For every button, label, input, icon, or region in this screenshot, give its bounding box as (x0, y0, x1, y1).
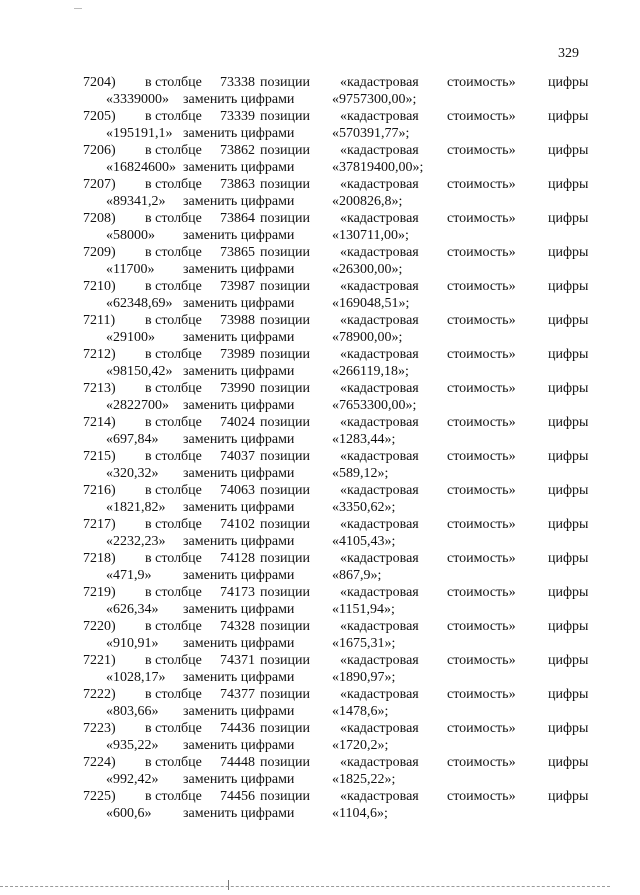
column-phrase: в столбце (145, 109, 202, 124)
entry-number: 7215) (83, 449, 116, 464)
amendment-entry (0, 142, 640, 176)
value-word: стоимость» (447, 653, 516, 668)
value-word: стоимость» (447, 449, 516, 464)
digits-word: цифры (548, 619, 589, 634)
old-value: «3339000» (106, 92, 169, 107)
position-word: позиции (260, 517, 310, 532)
entry-number: 7214) (83, 415, 116, 430)
entry-number: 7222) (83, 687, 116, 702)
cadastral-word: «кадастровая (340, 449, 419, 464)
amendment-entry (0, 312, 640, 346)
old-value: «626,34» (106, 602, 159, 617)
entry-number: 7213) (83, 381, 116, 396)
column-code: 74102 (220, 517, 255, 532)
position-word: позиции (260, 245, 310, 260)
position-word: позиции (260, 75, 310, 90)
digits-word: цифры (548, 653, 589, 668)
replace-phrase: заменить цифрами (183, 160, 295, 175)
value-word: стоимость» (447, 75, 516, 90)
digits-word: цифры (548, 347, 589, 362)
digits-word: цифры (548, 381, 589, 396)
position-word: позиции (260, 347, 310, 362)
cadastral-word: «кадастровая (340, 415, 419, 430)
digits-word: цифры (548, 109, 589, 124)
replace-phrase: заменить цифрами (183, 670, 295, 685)
replace-phrase: заменить цифрами (183, 330, 295, 345)
entry-number: 7216) (83, 483, 116, 498)
value-word: стоимость» (447, 245, 516, 260)
column-code: 74377 (220, 687, 255, 702)
cadastral-word: «кадастровая (340, 585, 419, 600)
cadastral-word: «кадастровая (340, 279, 419, 294)
position-word: позиции (260, 551, 310, 566)
digits-word: цифры (548, 211, 589, 226)
cadastral-word: «кадастровая (340, 211, 419, 226)
cadastral-word: «кадастровая (340, 517, 419, 532)
column-code: 74371 (220, 653, 255, 668)
replace-phrase: заменить цифрами (183, 126, 295, 141)
new-value: «589,12»; (332, 466, 389, 481)
old-value: «195191,1» (106, 126, 173, 141)
amendment-entry (0, 584, 640, 618)
value-word: стоимость» (447, 279, 516, 294)
old-value: «910,91» (106, 636, 159, 651)
amendment-entry (0, 720, 640, 754)
column-phrase: в столбце (145, 415, 202, 430)
value-word: стоимость» (447, 551, 516, 566)
value-word: стоимость» (447, 483, 516, 498)
new-value: «37819400,00»; (332, 160, 424, 175)
new-value: «1825,22»; (332, 772, 396, 787)
digits-word: цифры (548, 551, 589, 566)
new-value: «266119,18»; (332, 364, 409, 379)
old-value: «803,66» (106, 704, 159, 719)
value-word: стоимость» (447, 347, 516, 362)
entry-number: 7219) (83, 585, 116, 600)
amendment-entry (0, 788, 640, 822)
cadastral-word: «кадастровая (340, 619, 419, 634)
column-phrase: в столбце (145, 177, 202, 192)
replace-phrase: заменить цифрами (183, 534, 295, 549)
new-value: «4105,43»; (332, 534, 396, 549)
cadastral-word: «кадастровая (340, 313, 419, 328)
amendment-entry (0, 244, 640, 278)
digits-word: цифры (548, 789, 589, 804)
new-value: «1478,6»; (332, 704, 389, 719)
value-word: стоимость» (447, 721, 516, 736)
position-word: позиции (260, 755, 310, 770)
column-code: 73338 (220, 75, 255, 90)
cadastral-word: «кадастровая (340, 687, 419, 702)
cadastral-word: «кадастровая (340, 177, 419, 192)
position-word: позиции (260, 585, 310, 600)
amendment-entry (0, 380, 640, 414)
position-word: позиции (260, 211, 310, 226)
position-word: позиции (260, 109, 310, 124)
column-code: 73990 (220, 381, 255, 396)
old-value: «935,22» (106, 738, 159, 753)
column-code: 74024 (220, 415, 255, 430)
column-phrase: в столбце (145, 449, 202, 464)
entry-number: 7223) (83, 721, 116, 736)
value-word: стоимость» (447, 755, 516, 770)
column-phrase: в столбце (145, 245, 202, 260)
entry-number: 7205) (83, 109, 116, 124)
new-value: «130711,00»; (332, 228, 409, 243)
entry-number: 7204) (83, 75, 116, 90)
old-value: «62348,69» (106, 296, 173, 311)
entry-number: 7225) (83, 789, 116, 804)
cadastral-word: «кадастровая (340, 789, 419, 804)
position-word: позиции (260, 789, 310, 804)
column-code: 73865 (220, 245, 255, 260)
replace-phrase: заменить цифрами (183, 466, 295, 481)
replace-phrase: заменить цифрами (183, 806, 295, 821)
amendment-entry (0, 516, 640, 550)
column-phrase: в столбце (145, 619, 202, 634)
entry-number: 7206) (83, 143, 116, 158)
cadastral-word: «кадастровая (340, 109, 419, 124)
replace-phrase: заменить цифрами (183, 772, 295, 787)
new-value: «570391,77»; (332, 126, 410, 141)
column-code: 74128 (220, 551, 255, 566)
new-value: «7653300,00»; (332, 398, 417, 413)
new-value: «1675,31»; (332, 636, 396, 651)
value-word: стоимость» (447, 211, 516, 226)
old-value: «992,42» (106, 772, 159, 787)
old-value: «697,84» (106, 432, 159, 447)
position-word: позиции (260, 177, 310, 192)
digits-word: цифры (548, 755, 589, 770)
value-word: стоимость» (447, 585, 516, 600)
entry-number: 7224) (83, 755, 116, 770)
digits-word: цифры (548, 245, 589, 260)
column-code: 73862 (220, 143, 255, 158)
column-phrase: в столбце (145, 143, 202, 158)
digits-word: цифры (548, 585, 589, 600)
new-value: «26300,00»; (332, 262, 403, 277)
new-value: «3350,62»; (332, 500, 396, 515)
position-word: позиции (260, 381, 310, 396)
footer-divider (0, 886, 610, 887)
position-word: позиции (260, 143, 310, 158)
old-value: «1028,17» (106, 670, 166, 685)
column-phrase: в столбце (145, 483, 202, 498)
digits-word: цифры (548, 517, 589, 532)
column-phrase: в столбце (145, 755, 202, 770)
position-word: позиции (260, 449, 310, 464)
amendment-entry (0, 74, 640, 108)
amendment-list (0, 74, 640, 822)
column-phrase: в столбце (145, 517, 202, 532)
column-code: 73987 (220, 279, 255, 294)
scan-mark (74, 8, 82, 9)
entry-number: 7212) (83, 347, 116, 362)
cadastral-word: «кадастровая (340, 347, 419, 362)
amendment-entry (0, 618, 640, 652)
column-code: 73339 (220, 109, 255, 124)
position-word: позиции (260, 415, 310, 430)
column-phrase: в столбце (145, 347, 202, 362)
digits-word: цифры (548, 143, 589, 158)
old-value: «2232,23» (106, 534, 166, 549)
value-word: стоимость» (447, 177, 516, 192)
new-value: «1151,94»; (332, 602, 395, 617)
amendment-entry (0, 278, 640, 312)
replace-phrase: заменить цифрами (183, 500, 295, 515)
old-value: «89341,2» (106, 194, 166, 209)
entry-number: 7209) (83, 245, 116, 260)
amendment-entry (0, 754, 640, 788)
column-code: 74456 (220, 789, 255, 804)
column-phrase: в столбце (145, 721, 202, 736)
value-word: стоимость» (447, 415, 516, 430)
old-value: «2822700» (106, 398, 169, 413)
new-value: «867,9»; (332, 568, 382, 583)
entry-number: 7207) (83, 177, 116, 192)
position-word: позиции (260, 687, 310, 702)
replace-phrase: заменить цифрами (183, 296, 295, 311)
column-phrase: в столбце (145, 279, 202, 294)
amendment-entry (0, 550, 640, 584)
column-phrase: в столбце (145, 585, 202, 600)
value-word: стоимость» (447, 381, 516, 396)
replace-phrase: заменить цифрами (183, 398, 295, 413)
footer-tick-mark (228, 880, 229, 890)
amendment-entry (0, 414, 640, 448)
replace-phrase: заменить цифрами (183, 636, 295, 651)
value-word: стоимость» (447, 143, 516, 158)
digits-word: цифры (548, 687, 589, 702)
entry-number: 7211) (83, 313, 116, 328)
column-code: 74037 (220, 449, 255, 464)
column-code: 73988 (220, 313, 255, 328)
amendment-entry (0, 482, 640, 516)
column-code: 74448 (220, 755, 255, 770)
column-phrase: в столбце (145, 551, 202, 566)
entry-number: 7221) (83, 653, 116, 668)
replace-phrase: заменить цифрами (183, 228, 295, 243)
column-phrase: в столбце (145, 211, 202, 226)
column-phrase: в столбце (145, 789, 202, 804)
column-phrase: в столбце (145, 381, 202, 396)
old-value: «320,32» (106, 466, 159, 481)
column-phrase: в столбце (145, 687, 202, 702)
cadastral-word: «кадастровая (340, 551, 419, 566)
digits-word: цифры (548, 449, 589, 464)
old-value: «600,6» (106, 806, 152, 821)
cadastral-word: «кадастровая (340, 245, 419, 260)
amendment-entry (0, 108, 640, 142)
new-value: «1104,6»; (332, 806, 388, 821)
position-word: позиции (260, 279, 310, 294)
entry-number: 7218) (83, 551, 116, 566)
old-value: «29100» (106, 330, 155, 345)
digits-word: цифры (548, 75, 589, 90)
new-value: «200826,8»; (332, 194, 403, 209)
page-number: 329 (558, 46, 579, 61)
entry-number: 7208) (83, 211, 116, 226)
position-word: позиции (260, 313, 310, 328)
column-phrase: в столбце (145, 313, 202, 328)
cadastral-word: «кадастровая (340, 721, 419, 736)
amendment-entry (0, 210, 640, 244)
amendment-entry (0, 686, 640, 720)
value-word: стоимость» (447, 619, 516, 634)
digits-word: цифры (548, 721, 589, 736)
old-value: «98150,42» (106, 364, 173, 379)
replace-phrase: заменить цифрами (183, 194, 295, 209)
new-value: «78900,00»; (332, 330, 403, 345)
amendment-entry (0, 652, 640, 686)
value-word: стоимость» (447, 517, 516, 532)
cadastral-word: «кадастровая (340, 755, 419, 770)
cadastral-word: «кадастровая (340, 143, 419, 158)
column-code: 73864 (220, 211, 255, 226)
cadastral-word: «кадастровая (340, 75, 419, 90)
column-phrase: в столбце (145, 653, 202, 668)
column-code: 73863 (220, 177, 255, 192)
old-value: «58000» (106, 228, 155, 243)
new-value: «1720,2»; (332, 738, 389, 753)
column-phrase: в столбце (145, 75, 202, 90)
amendment-entry (0, 176, 640, 210)
column-code: 73989 (220, 347, 255, 362)
position-word: позиции (260, 619, 310, 634)
new-value: «169048,51»; (332, 296, 410, 311)
amendment-entry (0, 346, 640, 380)
column-code: 74436 (220, 721, 255, 736)
entry-number: 7217) (83, 517, 116, 532)
replace-phrase: заменить цифрами (183, 92, 295, 107)
old-value: «16824600» (106, 160, 176, 175)
digits-word: цифры (548, 415, 589, 430)
digits-word: цифры (548, 279, 589, 294)
new-value: «1890,97»; (332, 670, 396, 685)
value-word: стоимость» (447, 687, 516, 702)
digits-word: цифры (548, 177, 589, 192)
cadastral-word: «кадастровая (340, 653, 419, 668)
cadastral-word: «кадастровая (340, 483, 419, 498)
cadastral-word: «кадастровая (340, 381, 419, 396)
new-value: «9757300,00»; (332, 92, 417, 107)
column-code: 74173 (220, 585, 255, 600)
replace-phrase: заменить цифрами (183, 364, 295, 379)
value-word: стоимость» (447, 313, 516, 328)
old-value: «1821,82» (106, 500, 166, 515)
entry-number: 7220) (83, 619, 116, 634)
digits-word: цифры (548, 313, 589, 328)
new-value: «1283,44»; (332, 432, 396, 447)
replace-phrase: заменить цифрами (183, 262, 295, 277)
old-value: «471,9» (106, 568, 152, 583)
column-code: 74328 (220, 619, 255, 634)
value-word: стоимость» (447, 109, 516, 124)
position-word: позиции (260, 483, 310, 498)
amendment-entry (0, 448, 640, 482)
replace-phrase: заменить цифрами (183, 738, 295, 753)
replace-phrase: заменить цифрами (183, 432, 295, 447)
replace-phrase: заменить цифрами (183, 568, 295, 583)
value-word: стоимость» (447, 789, 516, 804)
replace-phrase: заменить цифрами (183, 704, 295, 719)
position-word: позиции (260, 653, 310, 668)
replace-phrase: заменить цифрами (183, 602, 295, 617)
entry-number: 7210) (83, 279, 116, 294)
digits-word: цифры (548, 483, 589, 498)
position-word: позиции (260, 721, 310, 736)
column-code: 74063 (220, 483, 255, 498)
old-value: «11700» (106, 262, 155, 277)
